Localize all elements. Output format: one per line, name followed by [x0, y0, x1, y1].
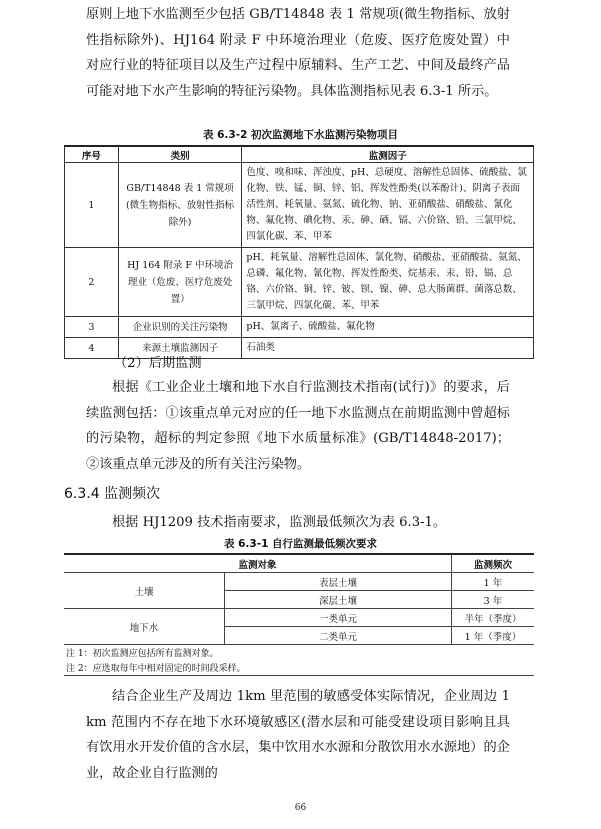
frequency-value: 半年（季度） [451, 609, 534, 627]
table-note: 注 1：初次监测应包括所有监测对象。 [64, 645, 534, 661]
intro-paragraph: 原则上地下水监测至少包括 GB/T14848 表 1 常规项(微生物指标、放射性指标除外)、HJ164 附录 F 中环境治理业（危废、医疗危废处置）中对应行业的特征项目以及生产过程中原辅料、生产工艺、中间及最终产品可能对地下水产生影响的特征污染物。具体监测指标见表 6.3-1 所示。 [86, 7, 510, 99]
row-index: 4 [65, 338, 119, 359]
row-factors: 石油类 [242, 338, 534, 359]
object-soil: 土壤 [64, 573, 225, 609]
note-row [64, 645, 534, 661]
row-index: 1 [65, 163, 119, 248]
frequency-table [64, 553, 534, 676]
table-row [64, 609, 534, 627]
row-category: 来源土壤监测因子 [118, 338, 242, 359]
later-monitoring-title: （2）后期监测 [114, 356, 202, 371]
page-number: 66 [294, 803, 307, 813]
row-category: 企业识别的关注污染物 [118, 317, 242, 338]
table-note: 注 2：应选取每年中相对固定的时间段采样。 [64, 660, 534, 676]
section-heading: 6.3.4 监测频次 [64, 486, 161, 502]
row-index: 3 [65, 317, 119, 338]
header-index: 序号 [65, 146, 119, 163]
note-row [64, 660, 534, 676]
sub-object: 二类单元 [225, 627, 452, 645]
frequency-value: 1 年（季度） [451, 627, 534, 645]
row-index: 2 [65, 248, 119, 317]
frequency-value: 3 年 [451, 591, 534, 609]
pollutant-table [64, 145, 534, 359]
frequency-intro: 根据 HJ1209 技术指南要求，监测最低频次为表 6.3-1。 [112, 515, 447, 530]
table2-caption: 表 6.3-1 自行监测最低频次要求 [223, 538, 378, 550]
table-header-row [64, 554, 534, 573]
table-row [65, 248, 534, 317]
row-category: GB/T14848 表 1 常规项(微生物指标、放射性指标除外) [118, 163, 242, 248]
sub-object: 表层土壤 [225, 573, 452, 591]
header-object: 监测对象 [64, 554, 451, 573]
table-row [65, 163, 534, 248]
header-category: 类别 [118, 146, 242, 163]
closing-paragraph: 结合企业生产及周边 1km 里范围的敏感受体实际情况，企业周边 1km 范围内不存在地下水环境敏感区(潜水层和可能受建设项目影响且具有饮用水开发价值的含水层，集中饮用水水源和分散饮用水水源地）的企业，故企业自行监测的 [86, 689, 510, 781]
sub-object: 深层土壤 [225, 591, 452, 609]
table-row [64, 573, 534, 591]
row-category: HJ 164 附录 F 中环境治理业（危废、医疗危废处置） [118, 248, 242, 317]
row-factors: pH、氯离子、硫酸盐、氟化物 [242, 317, 534, 338]
table-header-row [65, 146, 534, 163]
table-row [65, 317, 534, 338]
object-groundwater: 地下水 [64, 609, 225, 645]
row-factors: pH、耗氧量、溶解性总固体、氯化物、硝酸盐、亚硝酸盐、氨氮、总磷、氟化物、氰化物、挥发性酚类、烷基汞、汞、铅、镉、总铬、六价铬、铜、锌、铍、钡、镍、砷、总大肠菌群、菌落总数、三氯甲烷、四氯化碳、苯、甲苯 [242, 248, 534, 317]
frequency-value: 1 年 [451, 573, 534, 591]
row-factors: 色度、嗅和味、浑浊度、pH、总硬度、溶解性总固体、硫酸盐、氯化物、铁、锰、铜、锌、铝、挥发性酚类(以苯酚计)、阴离子表面活性剂、耗氧量、氨氮、硫化物、钠、亚硝酸盐、硝酸盐、氰化物、氟化物、碘化物、汞、砷、硒、镉、六价铬、铅、三氯甲烷、四氯化碳、苯、甲苯 [242, 163, 534, 248]
sub-object: 一类单元 [225, 609, 452, 627]
later-monitoring-paragraph: 根据《工业企业土壤和地下水自行监测技术指南(试行)》的要求，后续监测包括：①该重点单元对应的任一地下水监测点在前期监测中曾超标的污染物，超标的判定参照《地下水质量标准》(GB/T14848-2017)；②该重点单元涉及的所有关注污染物。 [86, 380, 510, 472]
header-frequency: 监测频次 [451, 554, 534, 573]
table1-caption: 表 6.3-2 初次监测地下水监测污染物项目 [202, 129, 399, 141]
header-factors: 监测因子 [242, 146, 534, 163]
